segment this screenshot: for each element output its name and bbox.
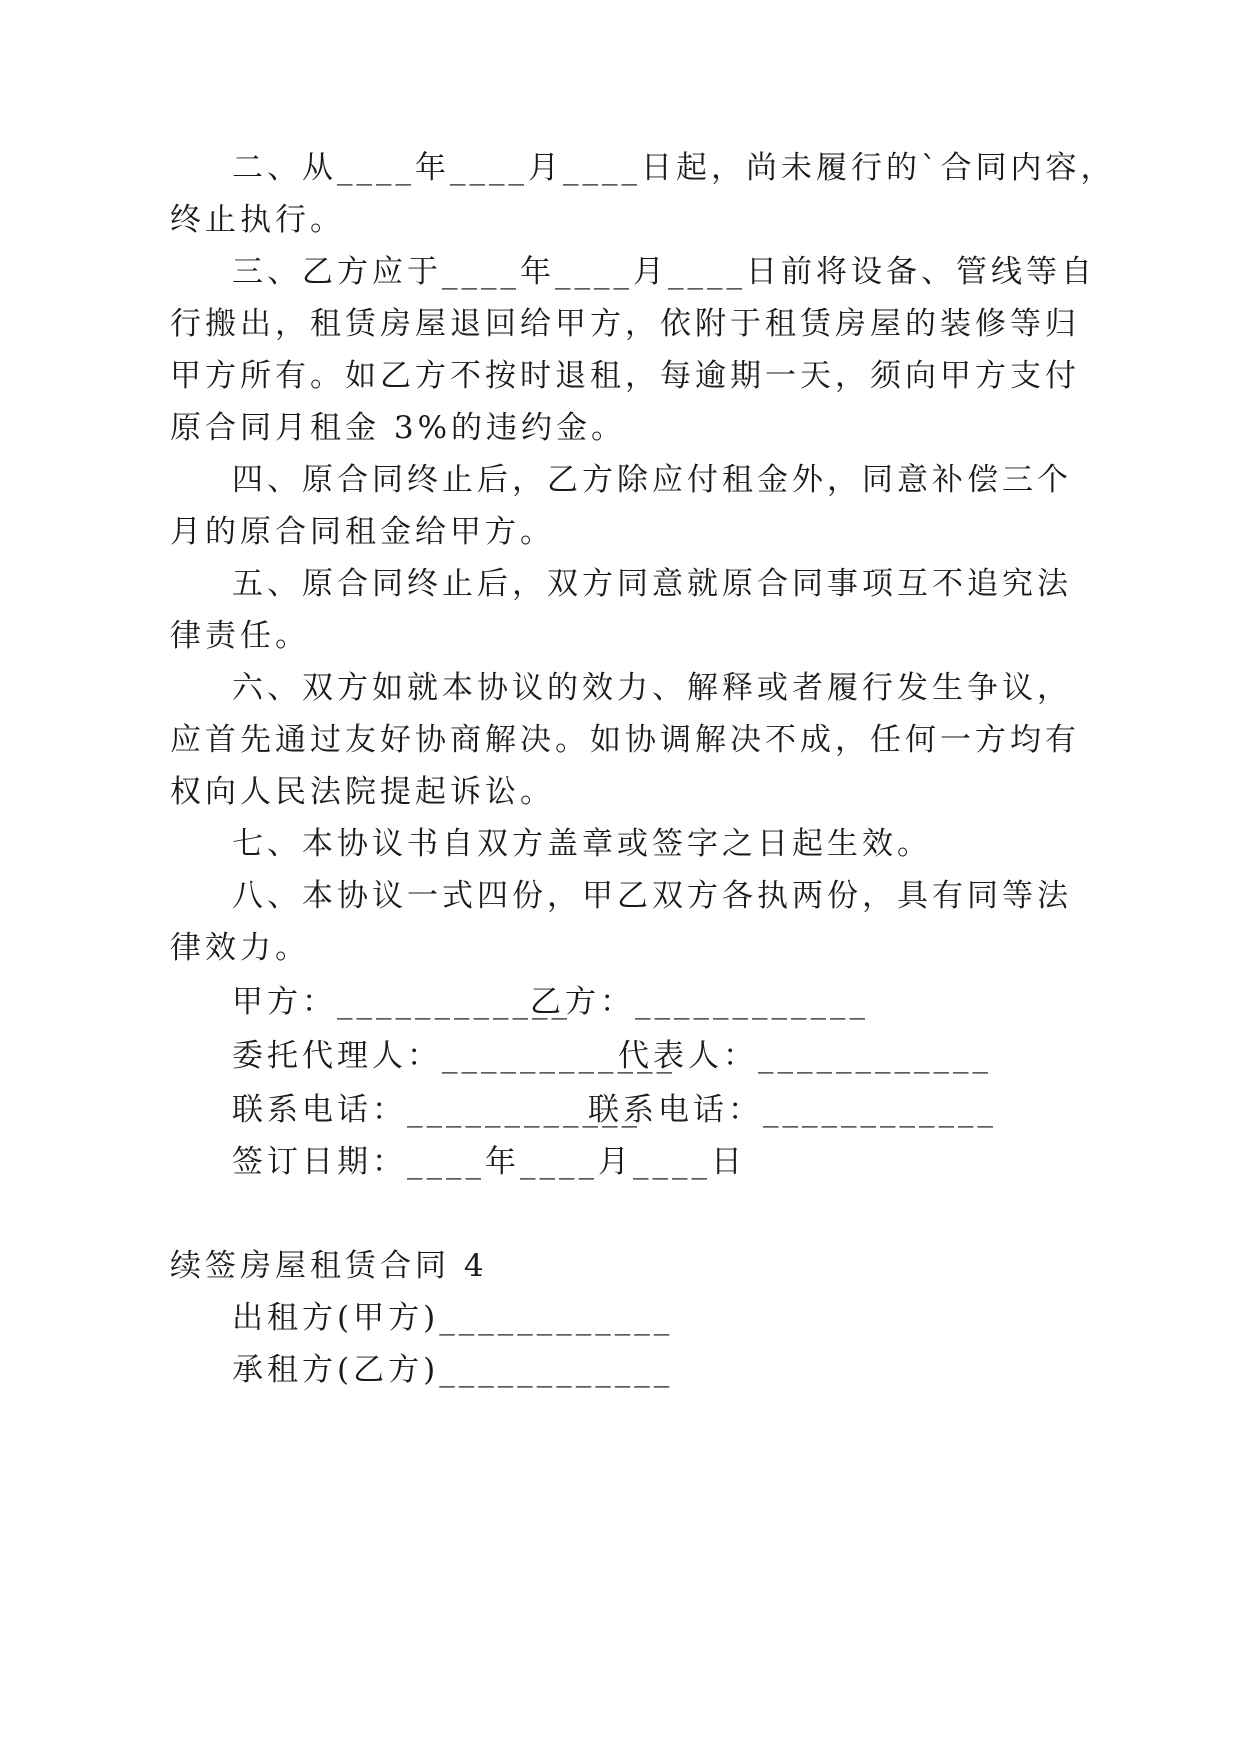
clause-2-line-2: 终止执行。 [170, 202, 345, 238]
lessee-field: 承租方(乙方)____________ [232, 1352, 674, 1388]
section-title: 续签房屋租赁合同 4 [170, 1248, 488, 1284]
party-a-field: 甲方：____________ [232, 984, 571, 1020]
phone-a-field: 联系电话：____________ [232, 1092, 641, 1128]
clause-6-line-3: 权向人民法院提起诉讼。 [170, 774, 555, 810]
clause-7-line-1: 七、本协议书自双方盖章或签字之日起生效。 [232, 826, 932, 862]
representative-field: 代表人：____________ [618, 1038, 992, 1074]
clause-3-line-1: 三、乙方应于____年____月____日前将设备、管线等自 [232, 254, 1096, 290]
lessor-field: 出租方(甲方)____________ [232, 1300, 674, 1336]
clause-3-line-2: 行搬出，租赁房屋退回给甲方，依附于租赁房屋的装修等归 [170, 306, 1080, 342]
clause-6-line-1: 六、双方如就本协议的效力、解释或者履行发生争议， [232, 670, 1072, 706]
clause-8-line-1: 八、本协议一式四份，甲乙双方各执两份，具有同等法 [232, 878, 1072, 914]
clause-5-line-1: 五、原合同终止后，双方同意就原合同事项互不追究法 [232, 566, 1072, 602]
clause-5-line-2: 律责任。 [170, 618, 310, 654]
phone-b-field: 联系电话：____________ [588, 1092, 997, 1128]
clause-4-line-1: 四、原合同终止后，乙方除应付租金外，同意补偿三个 [232, 462, 1072, 498]
sign-date-field: 签订日期：____年____月____日 [232, 1144, 746, 1180]
clause-8-line-2: 律效力。 [170, 930, 310, 966]
party-b-field: 乙方：____________ [530, 984, 869, 1020]
clause-2-line-1: 二、从____年____月____日起，尚未履行的`合同内容， [232, 150, 1116, 186]
clause-4-line-2: 月的原合同租金给甲方。 [170, 514, 555, 550]
clause-3-line-3: 甲方所有。如乙方不按时退租，每逾期一天，须向甲方支付 [170, 358, 1080, 394]
clause-3-line-4: 原合同月租金 3%的违约金。 [170, 410, 627, 446]
agent-field: 委托代理人：____________ [232, 1038, 676, 1074]
clause-6-line-2: 应首先通过友好协商解决。如协调解决不成，任何一方均有 [170, 722, 1080, 758]
